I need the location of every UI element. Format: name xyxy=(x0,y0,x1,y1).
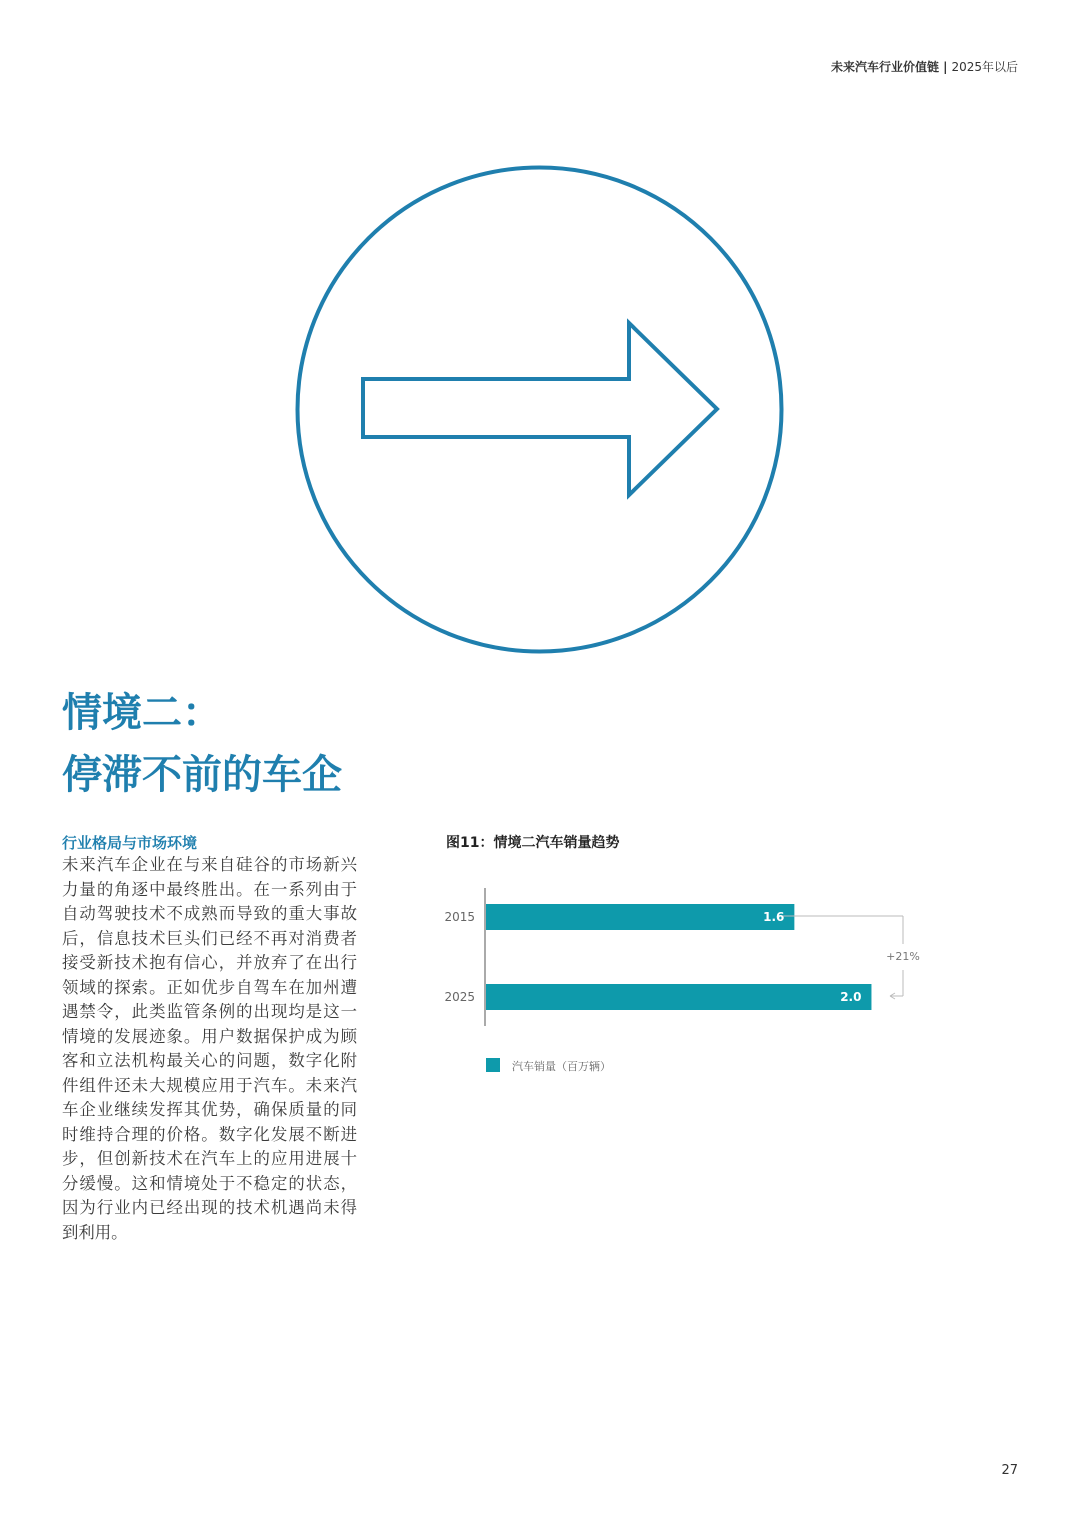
scenario-title xyxy=(62,682,342,806)
category-label-2025: 2025 xyxy=(444,990,475,1004)
hero-circle xyxy=(298,168,782,652)
legend-swatch xyxy=(486,1058,500,1072)
figure-title: 图11：情境二汽车销量趋势 xyxy=(446,835,620,851)
sales-bar-chart xyxy=(440,880,960,1080)
right-arrow-in-circle-icon xyxy=(292,162,787,657)
category-label-2015: 2015 xyxy=(444,910,475,924)
hero-arrow xyxy=(363,323,717,495)
scenario-title-line1: 情境二： xyxy=(62,690,222,736)
bar-value-label-2015: 1.6 xyxy=(763,910,785,924)
bar-value-label-2025: 2.0 xyxy=(840,990,862,1004)
header-title: 未来汽车行业价值链 xyxy=(831,60,940,74)
page-number: 27 xyxy=(1001,1463,1018,1478)
scenario-title-line2: 停滞不前的车企 xyxy=(62,752,342,798)
running-header xyxy=(831,58,1018,75)
bar-2015 xyxy=(486,904,794,930)
bar-2025 xyxy=(486,984,871,1010)
section-heading: 行业格局与市场环境 xyxy=(62,834,198,852)
change-annotation: +21% xyxy=(886,950,920,963)
header-subtitle: 2025年以后 xyxy=(951,60,1018,74)
legend-label: 汽车销量（百万辆） xyxy=(512,1060,611,1073)
body-paragraph: 未来汽车企业在与来自硅谷的市场新兴力量的角逐中最终胜出。在一系列由于自动驾驶技术不成熟而导致的重大事故后，信息技术巨头们已经不再对消费者接受新技术抱有信心，并放弃了在出行领域的探索。正如优步自驾车在加州遭遇禁令，此类监管条例的出现均是这一情境的发展迹象。用户数据保护成为顾客和立法机构最关心的问题，数字化附件组件还未大规模应用于汽车。未来汽车企业继续发挥其优势，确保质量的同时维持合理的价格。数字化发展不断进步，但创新技术在汽车上的应用进展十分缓慢。这和情境处于不稳定的状态，因为行业内已经出现的技术机遇尚未得到利用。 xyxy=(62,855,357,1242)
header-separator: | xyxy=(943,60,948,74)
